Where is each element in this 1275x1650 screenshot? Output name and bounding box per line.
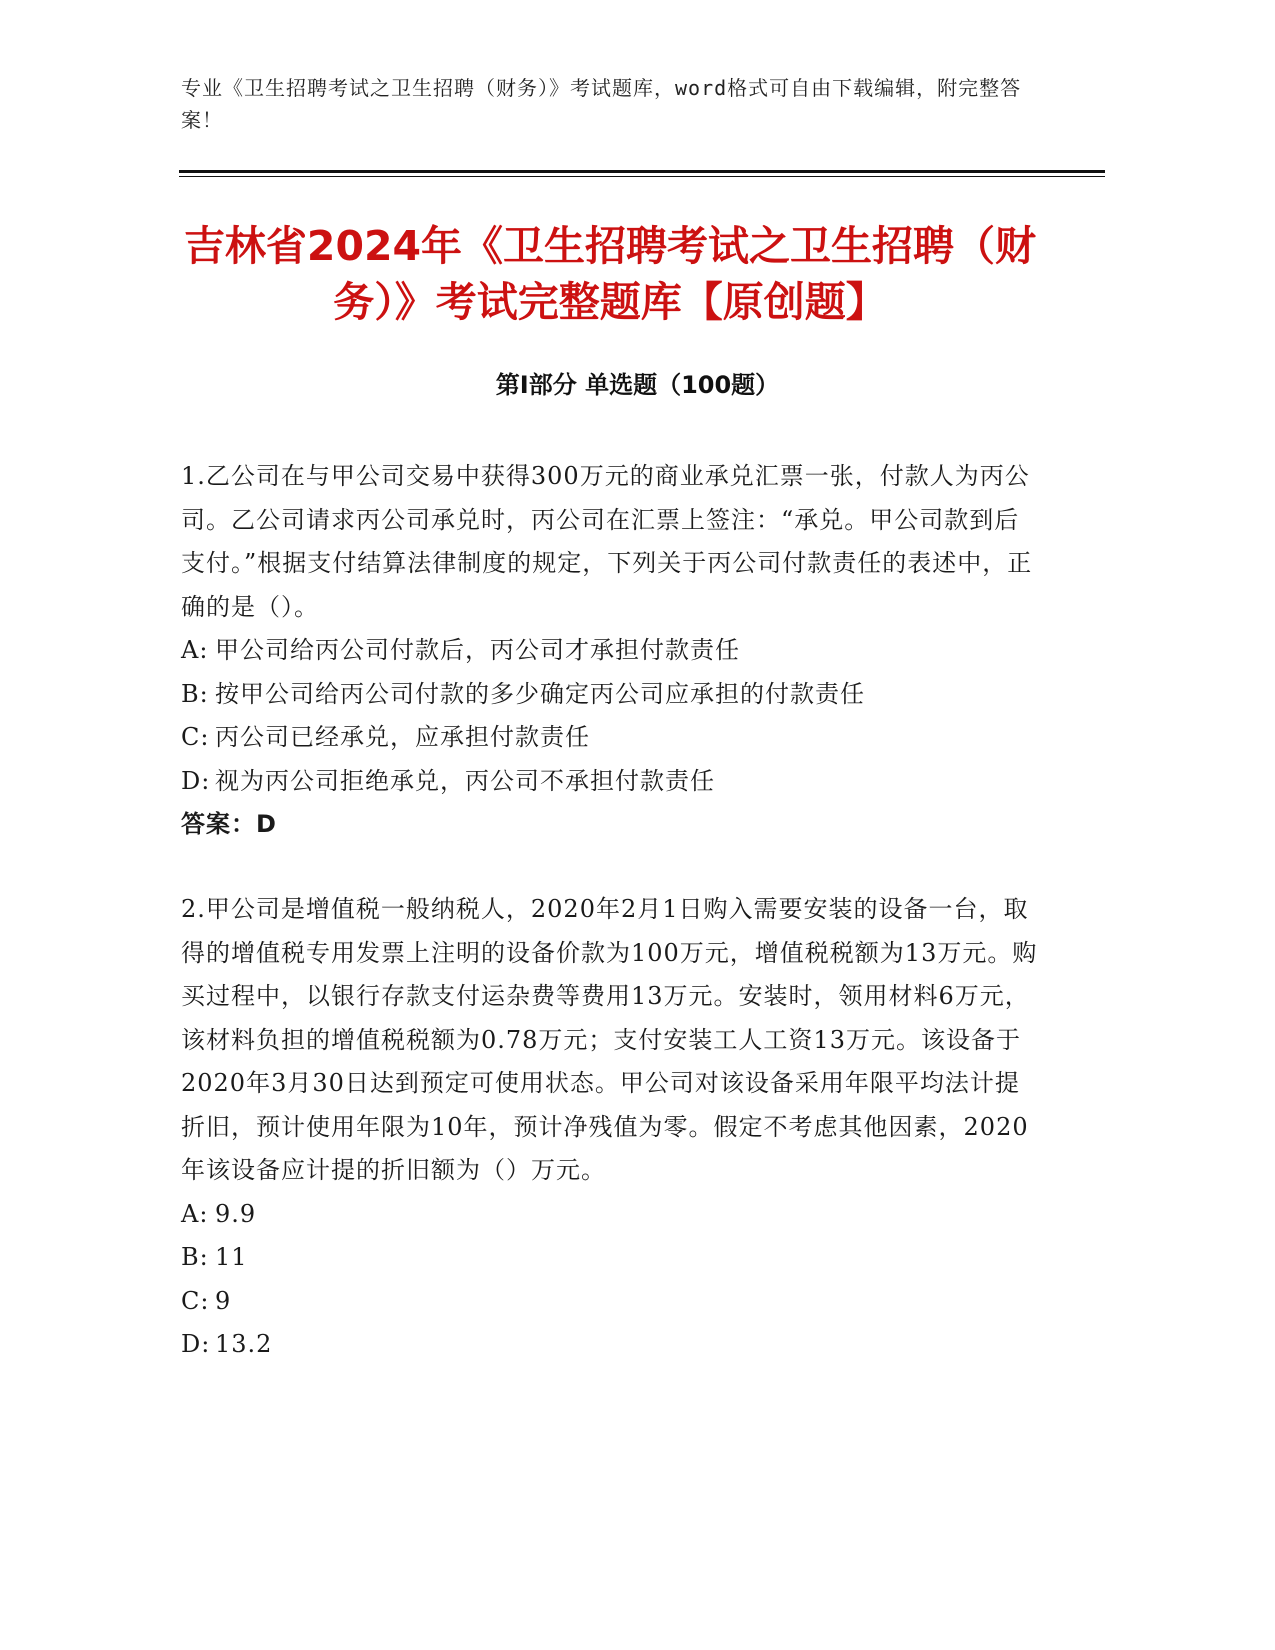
option-key: D:	[181, 766, 211, 795]
option-text: 13.2	[215, 1330, 273, 1358]
question-stem: 1.乙公司在与甲公司交易中获得300万元的商业承兑汇票一张，付款人为丙公司。乙公司请求丙公司承兑时，丙公司在汇票上签注：“承兑。甲公司款到后支付。”根据支付结算法律制度的规定，下列关于丙公司付款责任的表述中，正确的是（）。	[181, 462, 1033, 621]
option-key: A:	[181, 636, 209, 664]
option-text: 9.9	[215, 1199, 257, 1228]
answer-line: 答案：D	[181, 810, 277, 838]
header-divider-thin	[179, 176, 1105, 177]
option-c	[181, 716, 1041, 760]
option-d	[181, 760, 1041, 804]
option-c	[181, 1280, 1041, 1324]
header-note: 专业《卫生招聘考试之卫生招聘（财务）》考试题库，word格式可自由下载编辑，附完整答案！	[181, 76, 1022, 132]
question-stem: 2.甲公司是增值税一般纳税人，2020年2月1日购入需要安装的设备一台，取得的增值税专用发票上注明的设备价款为100万元，增值税税额为13万元。购买过程中，以银行存款支付运杂费等费用13万元。安装时，领用材料6万元，该材料负担的增值税税额为0.78万元；支付安装工人工资13万元。该设备于2020年3月30日达到预定可使用状态。甲公司对该设备采用年限平均法计提折旧，预计使用年限为10年，预计净残值为零。假定不考虑其他因素，2020年该设备应计提的折旧额为（）万元。	[181, 895, 1038, 1184]
question-2	[181, 888, 1041, 1367]
header-divider-thick	[179, 170, 1105, 173]
option-a	[181, 1193, 1041, 1237]
section-heading: 第I部分 单选题（100题）	[495, 371, 780, 399]
option-key: B:	[181, 679, 209, 708]
option-key: A:	[181, 1199, 209, 1228]
option-text: 甲公司给丙公司付款后，丙公司才承担付款责任	[215, 636, 740, 664]
option-key: C:	[181, 723, 210, 751]
option-key: D:	[181, 1330, 211, 1358]
document-title: 吉林省2024年《卫生招聘考试之卫生招聘（财务）》考试完整题库【原创题】	[183, 222, 1037, 326]
option-text: 9	[215, 1286, 232, 1315]
option-key: B:	[181, 1243, 209, 1271]
option-text: 视为丙公司拒绝承兑，丙公司不承担付款责任	[215, 766, 715, 795]
option-text: 丙公司已经承兑，应承担付款责任	[215, 723, 590, 751]
option-d	[181, 1323, 1041, 1367]
option-b	[181, 1236, 1041, 1280]
option-text: 按甲公司给丙公司付款的多少确定丙公司应承担的付款责任	[215, 679, 865, 708]
option-a	[181, 629, 1041, 673]
option-key: C:	[181, 1286, 210, 1315]
option-b	[181, 673, 1041, 717]
option-text: 11	[215, 1243, 248, 1271]
question-1	[181, 455, 1041, 847]
